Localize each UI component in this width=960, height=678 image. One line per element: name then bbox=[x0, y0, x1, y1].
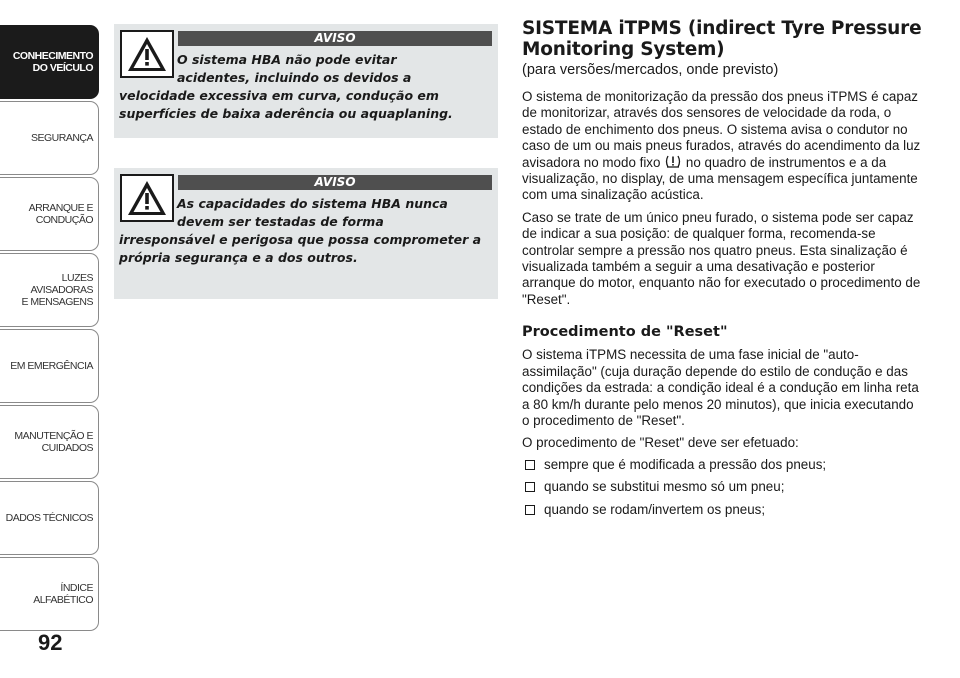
list-item-text: quando se substitui mesmo só um pneu; bbox=[544, 479, 785, 495]
paragraph-reset-when: O procedimento de "Reset" deve ser efetuado: bbox=[522, 435, 799, 451]
warning-box-2 bbox=[114, 168, 498, 299]
checkbox-bullet-icon bbox=[525, 460, 535, 470]
warning-line: acidentes, incluindo os devidos a bbox=[177, 70, 412, 85]
paragraph-single-tyre: Caso se trate de um único pneu furado, o sistema pode ser capaz de indicar a sua posição: de qualquer forma, recomenda-se controlar sempre a pressão nos quatro pneus. Esta sinalização é visualizada também a seguir a uma desativação e posterior arranque do motor, enquanto não for executado o procedimento de "Reset". bbox=[522, 209, 921, 307]
warning-box-1 bbox=[114, 24, 498, 138]
list-item bbox=[522, 457, 922, 473]
tab-manutencao-e-cuidados[interactable]: MANUTENÇÃO E CUIDADOS bbox=[0, 405, 99, 479]
list-item bbox=[522, 502, 922, 518]
warning-text bbox=[119, 195, 490, 267]
tab-indice-alfabetico[interactable]: ÍNDICE ALFABÉTICO bbox=[0, 557, 99, 631]
checkbox-bullet-icon bbox=[525, 482, 535, 492]
warning-text bbox=[119, 51, 490, 123]
tab-conhecimento-do-veiculo[interactable]: CONHECIMENTO DO VEÍCULO bbox=[0, 25, 99, 99]
warning-line: As capacidades do sistema HBA nunca bbox=[177, 196, 448, 211]
warning-body: irresponsável e perigosa que possa comprometer a própria segurança e a dos outros. bbox=[119, 232, 482, 265]
section-title: SISTEMA iTPMS (indirect Tyre Pressure Monitoring System) bbox=[522, 18, 922, 60]
warning-line: O sistema HBA não pode evitar bbox=[177, 52, 397, 67]
warning-line: devem ser testadas de forma bbox=[177, 214, 384, 229]
main-content bbox=[522, 18, 922, 524]
checkbox-bullet-icon bbox=[525, 505, 535, 515]
tab-arranque-e-conducao[interactable]: ARRANQUE E CONDUÇÃO bbox=[0, 177, 99, 251]
warning-header: AVISO bbox=[178, 31, 492, 46]
warning-header: AVISO bbox=[178, 175, 492, 190]
paragraph-text: no quadro de instrumentos e a da visualização, no display, de uma mensagem específica juntamente com uma sinalização acústica. bbox=[522, 154, 918, 203]
paragraph-text: O sistema de monitorização da pressão dos pneus iTPMS é capaz de monitorizar, através dos sensores de velocidade da roda, o estado de enchimento dos pneus. O sistema avisa o condutor no caso de um ou mais pneus furados, através do acendimento da luz avisadora no modo fixo bbox=[522, 89, 921, 170]
paragraph-intro bbox=[522, 89, 922, 204]
tab-luzes-avisadoras[interactable]: LUZES AVISADORAS E MENSAGENS bbox=[0, 253, 99, 327]
reset-heading: Procedimento de "Reset" bbox=[522, 324, 728, 341]
tab-em-emergencia[interactable]: EM EMERGÊNCIA bbox=[0, 329, 99, 403]
reset-conditions-list bbox=[522, 457, 922, 518]
tab-seguranca[interactable]: SEGURANÇA bbox=[0, 101, 99, 175]
page-number: 92 bbox=[38, 630, 63, 655]
tab-dados-tecnicos[interactable]: DADOS TÉCNICOS bbox=[0, 481, 99, 555]
list-item-text: sempre que é modificada a pressão dos pneus; bbox=[544, 456, 827, 472]
tyre-pressure-warning-icon bbox=[664, 155, 682, 168]
paragraph-reset: O sistema iTPMS necessita de uma fase inicial de "auto-assimilação" (cuja duração depende do estilo de condução e das condições da estrada: a condição ideal é a condução em linha reta a 80 km/h durante pelo menos 20 minutos), que inicia executando o procedimento de "Reset". bbox=[522, 347, 919, 428]
list-item bbox=[522, 479, 922, 495]
list-item-text: quando se rodam/invertem os pneus; bbox=[544, 501, 766, 517]
section-subtitle: (para versões/mercados, onde previsto) bbox=[522, 62, 779, 78]
warning-body: velocidade excessiva em curva, condução em superfícies de baixa aderência ou aquaplaning. bbox=[119, 88, 453, 121]
